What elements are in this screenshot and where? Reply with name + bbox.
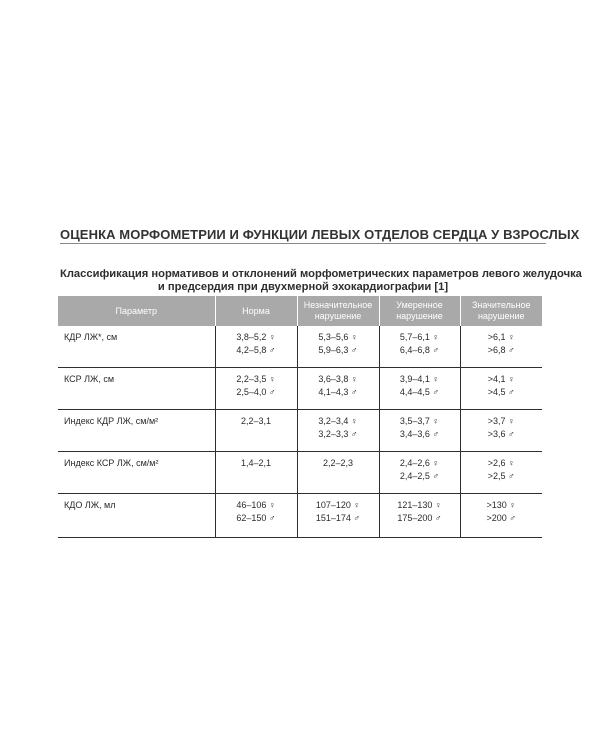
cell-mild bbox=[297, 410, 379, 452]
header-parameter: Параметр bbox=[58, 296, 215, 326]
table-row bbox=[58, 326, 542, 368]
cell-value: 3,5–3,7 ♀ bbox=[399, 416, 440, 426]
cell-norm bbox=[215, 410, 297, 452]
cell-value: 107–120 ♀ bbox=[315, 500, 361, 510]
header-mild-line-2: нарушение bbox=[314, 311, 362, 321]
cell-norm bbox=[215, 368, 297, 410]
cell-parameter: Индекс КСР ЛЖ, см/м² bbox=[58, 452, 215, 494]
cell-value: 3,4–3,6 ♂ bbox=[399, 428, 440, 439]
header-moderate bbox=[379, 296, 460, 326]
header-mild-line-1: Незначительное bbox=[303, 300, 373, 310]
cell-value: 2,4–2,6 ♀ bbox=[399, 458, 440, 468]
page-title: ОЦЕНКА МОРФОМЕТРИИ И ФУНКЦИИ ЛЕВЫХ ОТДЕЛОВ СЕРДЦА У ВЗРОСЛЫХ bbox=[60, 227, 580, 242]
cell-value: 5,3–5,6 ♀ bbox=[318, 332, 358, 342]
cell-value: >3,6 ♂ bbox=[487, 428, 515, 439]
cell-value: 2,2–2,3 bbox=[322, 458, 354, 468]
cell-severe bbox=[460, 326, 542, 368]
cell-value: 5,7–6,1 ♀ bbox=[399, 332, 440, 342]
cell-value: >3,7 ♀ bbox=[487, 416, 515, 426]
cell-value: 5,9–6,3 ♂ bbox=[318, 344, 358, 355]
cell-value: 2,2–3,5 ♀ bbox=[236, 374, 276, 384]
header-severe-line-2: нарушение bbox=[477, 311, 525, 321]
cell-norm bbox=[215, 452, 297, 494]
cell-value: 3,9–4,1 ♀ bbox=[399, 374, 440, 384]
cell-parameter: КДО ЛЖ, мл bbox=[58, 494, 215, 538]
cell-moderate bbox=[379, 494, 460, 538]
table-row bbox=[58, 452, 542, 494]
cell-value: 4,4–4,5 ♂ bbox=[399, 386, 440, 397]
cell-severe bbox=[460, 452, 542, 494]
header-severe-line-1: Значительное bbox=[471, 300, 531, 310]
cell-value: 151–174 ♂ bbox=[315, 512, 361, 523]
table-caption-line-2: и предсердия при двухмерной эхокардиографии [1] bbox=[157, 281, 449, 293]
cell-value: 4,1–4,3 ♂ bbox=[318, 386, 358, 397]
cell-value: 6,4–6,8 ♂ bbox=[399, 344, 440, 355]
table-row bbox=[58, 494, 542, 538]
cell-value: 4,2–5,8 ♂ bbox=[236, 344, 276, 355]
cell-severe bbox=[460, 494, 542, 538]
cell-parameter: КДР ЛЖ*, см bbox=[58, 326, 215, 368]
header-mild bbox=[297, 296, 379, 326]
cell-mild bbox=[297, 452, 379, 494]
cell-moderate bbox=[379, 410, 460, 452]
cell-moderate bbox=[379, 452, 460, 494]
cell-value: >2,5 ♂ bbox=[487, 470, 515, 481]
cell-value: 3,8–5,2 ♀ bbox=[236, 332, 276, 342]
header-norm: Норма bbox=[215, 296, 297, 326]
cell-value: >4,1 ♀ bbox=[487, 374, 515, 384]
table-row bbox=[58, 410, 542, 452]
classification-table bbox=[58, 296, 542, 538]
cell-value: 2,2–3,1 bbox=[240, 416, 272, 426]
cell-moderate bbox=[379, 326, 460, 368]
cell-norm bbox=[215, 326, 297, 368]
cell-parameter: Индекс КДР ЛЖ, см/м² bbox=[58, 410, 215, 452]
table-header-row bbox=[58, 296, 542, 326]
cell-value: 121–130 ♀ bbox=[397, 500, 442, 510]
cell-mild bbox=[297, 368, 379, 410]
cell-severe bbox=[460, 410, 542, 452]
table-caption bbox=[60, 268, 582, 294]
header-moderate-line-2: нарушение bbox=[396, 311, 443, 321]
table-row bbox=[58, 368, 542, 410]
cell-severe bbox=[460, 368, 542, 410]
cell-value: 3,2–3,4 ♀ bbox=[318, 416, 358, 426]
title-divider bbox=[60, 243, 546, 244]
cell-value: >4,5 ♂ bbox=[487, 386, 515, 397]
cell-value: >6,1 ♀ bbox=[487, 332, 515, 342]
cell-mild bbox=[297, 494, 379, 538]
cell-value: 3,2–3,3 ♂ bbox=[318, 428, 358, 439]
cell-parameter: КСР ЛЖ, см bbox=[58, 368, 215, 410]
table-caption-line-1: Классификация нормативов и отклонений морфометрических параметров левого желудочка bbox=[60, 268, 582, 280]
cell-moderate bbox=[379, 368, 460, 410]
cell-value: >130 ♀ bbox=[486, 500, 517, 510]
cell-value: 46–106 ♀ bbox=[236, 500, 276, 510]
header-moderate-line-1: Умеренное bbox=[396, 300, 443, 310]
cell-value: 1,4–2,1 bbox=[240, 458, 272, 468]
cell-value: 175–200 ♂ bbox=[397, 512, 442, 523]
header-severe bbox=[460, 296, 542, 326]
cell-value: 2,4–2,5 ♂ bbox=[399, 470, 440, 481]
cell-norm bbox=[215, 494, 297, 538]
cell-value: 62–150 ♂ bbox=[236, 512, 276, 523]
cell-value: >2,6 ♀ bbox=[487, 458, 515, 468]
cell-value: >6,8 ♂ bbox=[487, 344, 515, 355]
cell-value: >200 ♂ bbox=[486, 512, 517, 523]
cell-mild bbox=[297, 326, 379, 368]
cell-value: 2,5–4,0 ♂ bbox=[236, 386, 276, 397]
cell-value: 3,6–3,8 ♀ bbox=[318, 374, 358, 384]
